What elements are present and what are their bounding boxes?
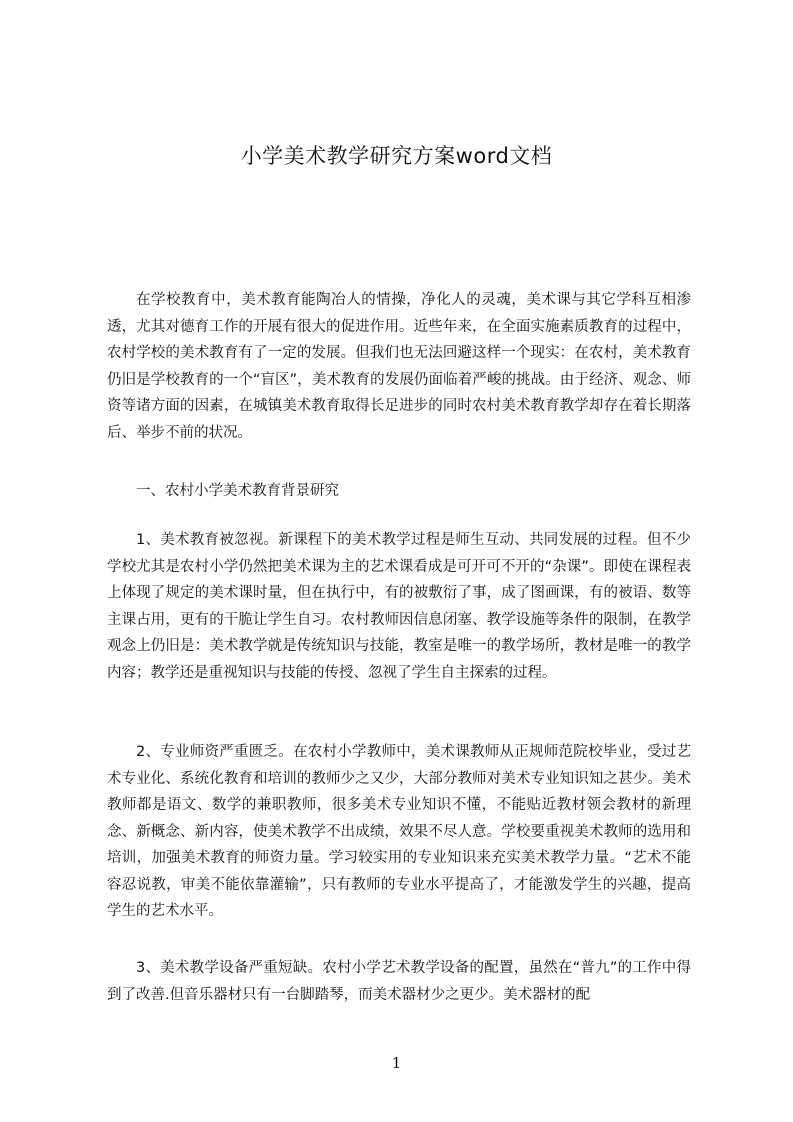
- paragraph-3: 3、美术教学设备严重短缺。农村小学艺术教学设备的配置，虽然在“普九”的工作中得到了改善.但音乐器材只有一台脚踏琴，而美术器材少之更少。美术器材的配: [107, 960, 691, 1003]
- paragraph-2: 2、专业师资严重匮乏。在农村小学教师中，美术课教师从正规师范院校毕业，受过艺术专业化、系统化教育和培训的教师少之又少，大部分教师对美术专业知识知之甚少。美术教师都是语文、数学的兼职教师，很多美术专业知识不懂，不能贴近教材领会教材的新理念、新概念、新内容，使美术教学不出成绩，效果不尽人意。学校要重视美术教师的选用和培训，加强美术教育的师资力量。学习较实用的专业知识来充实美术教学力量。“艺术不能容忍说教，审美不能依靠灌输”，只有教师的专业水平提高了，才能激发学生的兴趣，提高学生的艺术水平。: [107, 744, 691, 919]
- page-number: 1: [391, 1054, 402, 1072]
- paragraph-1: 1、美术教育被忽视。新课程下的美术教学过程是师生互动、共同发展的过程。但不少学校尤其是农村小学仍然把美术课为主的艺术课看成是可开可不开的“杂课”。即使在课程表上体现了规定的美术课时量，但在执行中，有的被敷衍了事，成了图画课，有的被语、数等主课占用，更有的干脆让学生自习。农村教师因信息闭塞、教学设施等条件的限制，在教学观念上仍旧是：美术教学就是传统知识与技能，教室是唯一的教学场所，教材是唯一的教学内容；教学还是重视知识与技能的传授、忽视了学生自主探索的过程。: [107, 532, 691, 681]
- document-title: 小学美术教学研究方案word文档: [240, 144, 553, 168]
- section-heading: 一、农村小学美术教育背景研究: [136, 483, 339, 499]
- intro-paragraph: 在学校教育中，美术教育能陶冶人的情操，净化人的灵魂，美术课与其它学科互相渗透，尤其对德育工作的开展有很大的促进作用。近些年来，在全面实施素质教育的过程中，农村学校的美术教育有了一定的发展。但我们也无法回避这样一个现实：在农村，美术教育仍旧是学校教育的一个“盲区”，美术教育的发展仍面临着严峻的挑战。由于经济、观念、师资等诸方面的因素，在城镇美术教育取得长足进步的同时农村美术教育教学却存在着长期落后、举步不前的状况。: [107, 292, 691, 441]
